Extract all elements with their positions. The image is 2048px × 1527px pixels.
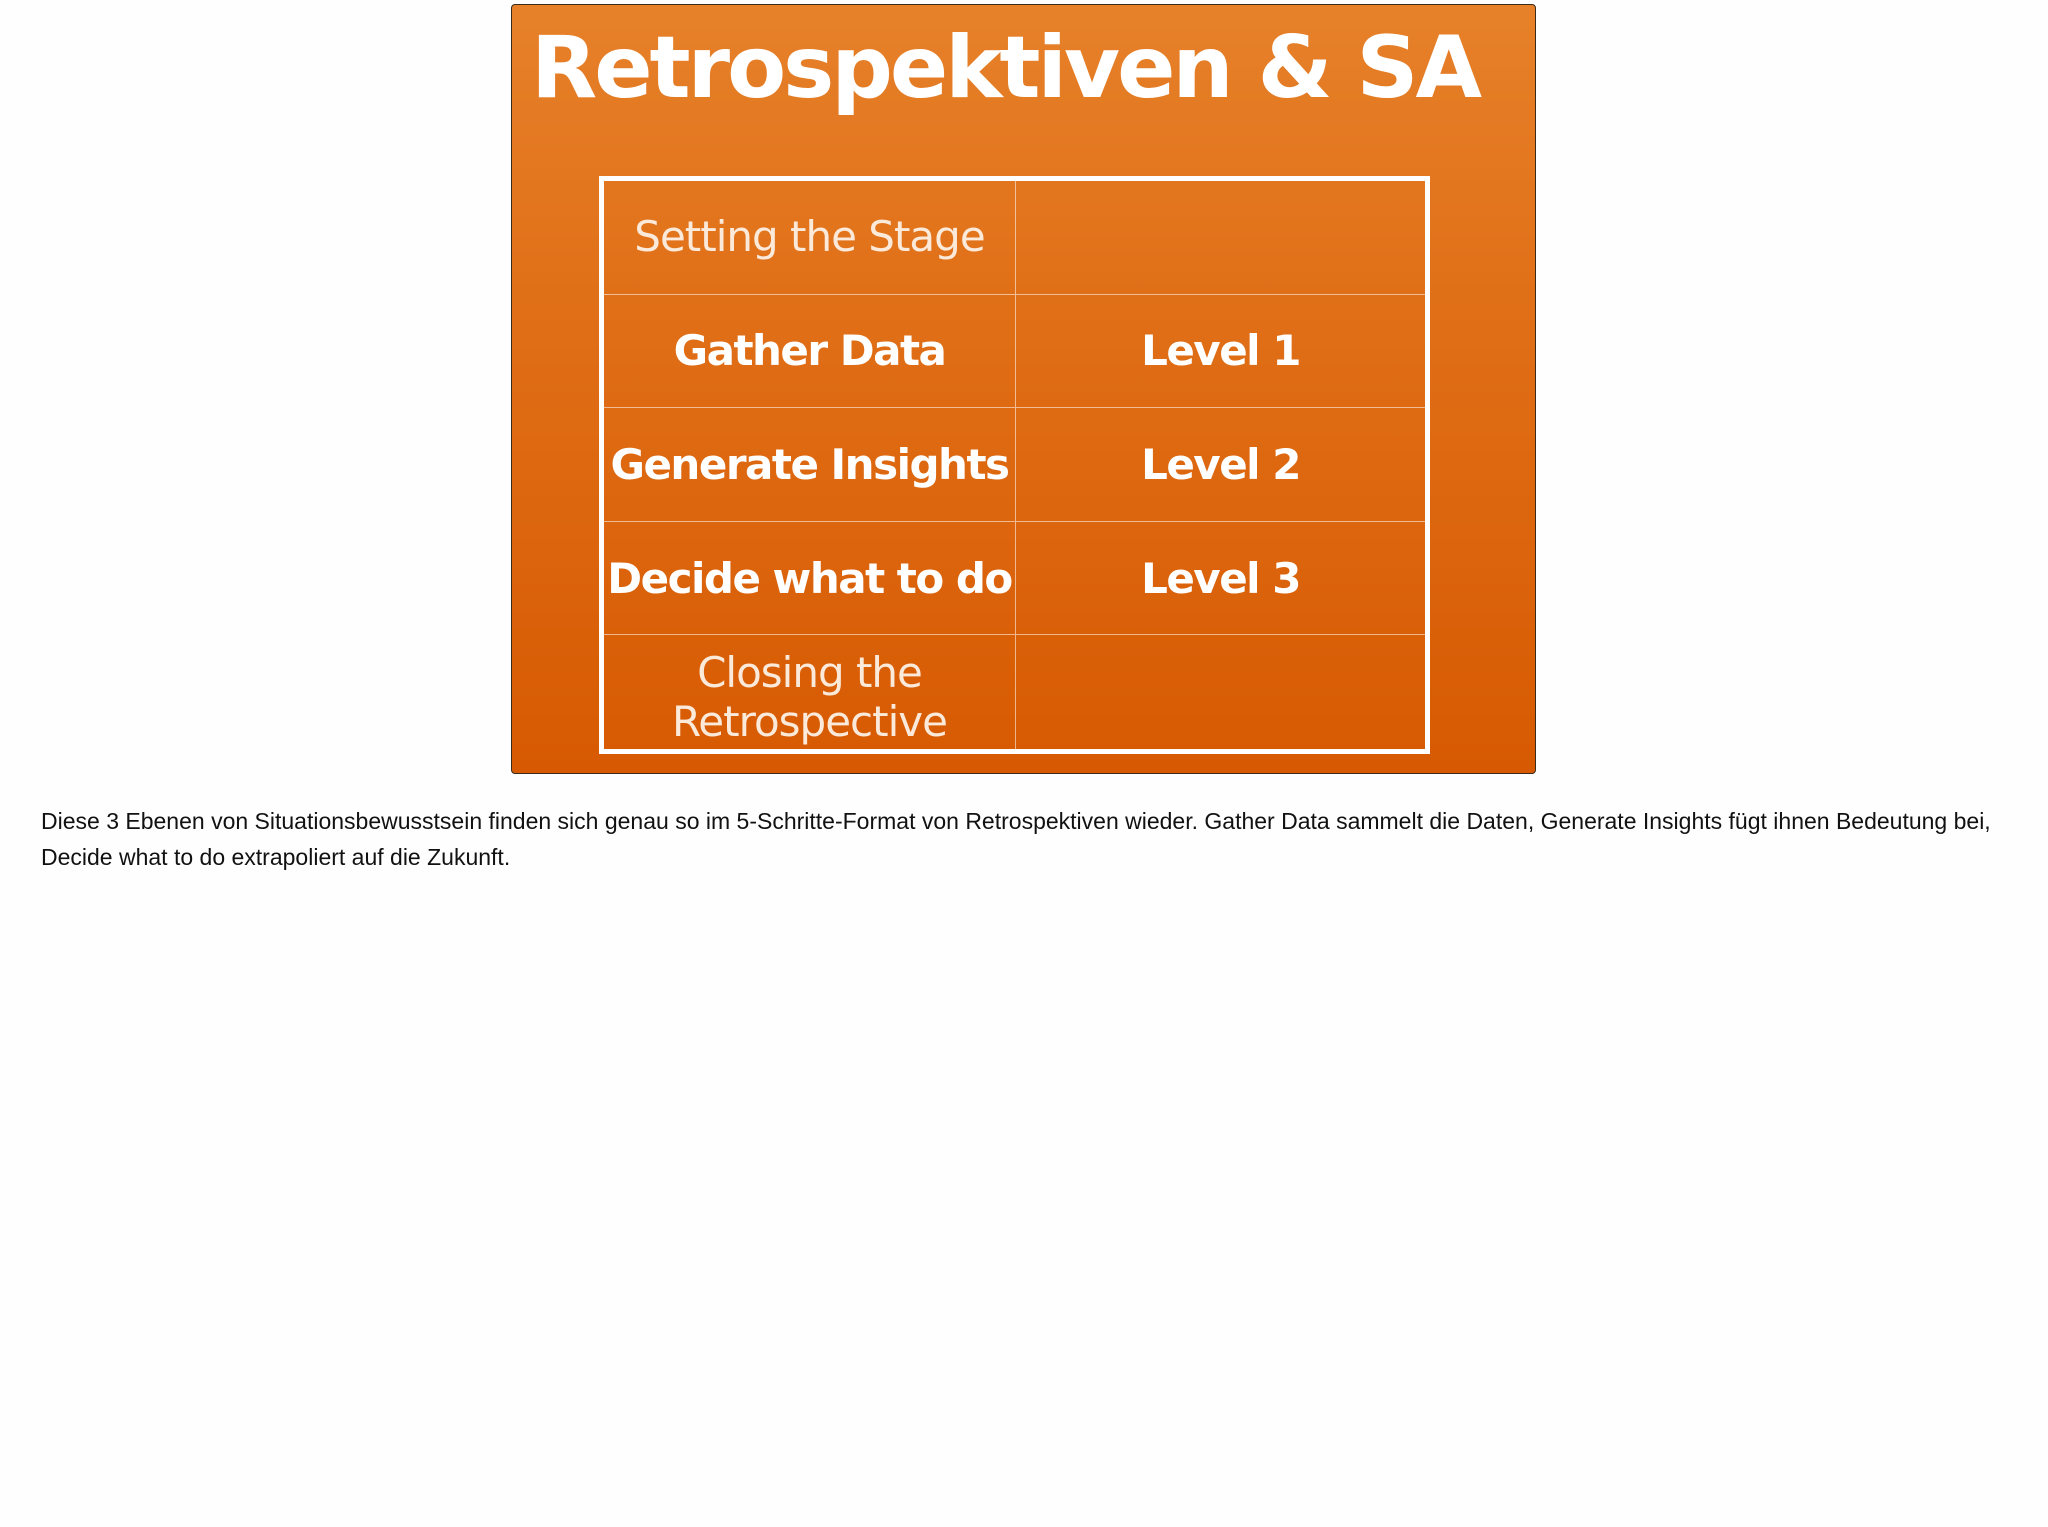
phase-cell-closing-the-retrospective: Closing the Retrospective bbox=[604, 635, 1016, 749]
phase-cell-generate-insights: Generate Insights bbox=[604, 408, 1016, 522]
phase-cell-gather-data: Gather Data bbox=[604, 295, 1016, 409]
level-cell-empty bbox=[1016, 181, 1425, 295]
presenter-notes: Diese 3 Ebenen von Situationsbewusstsein finden sich genau so im 5-Schritte-Format von Retrospektiven wieder. Gather Data sammelt die Daten, Generate Insights fügt ihnen Bedeutung bei, Decide what to do extrapoliert auf die Zukunft. bbox=[41, 808, 1991, 870]
level-cell-empty-2 bbox=[1016, 635, 1425, 749]
level-cell-level-3: Level 3 bbox=[1016, 522, 1425, 636]
slide bbox=[511, 4, 1536, 774]
level-cell-level-1: Level 1 bbox=[1016, 295, 1425, 409]
phase-level-table bbox=[599, 176, 1430, 754]
phase-cell-decide-what-to-do: Decide what to do bbox=[604, 522, 1016, 636]
level-cell-level-2: Level 2 bbox=[1016, 408, 1425, 522]
slide-title: Retrospektiven & SA bbox=[531, 18, 1479, 118]
phase-cell-setting-the-stage: Setting the Stage bbox=[604, 181, 1016, 295]
